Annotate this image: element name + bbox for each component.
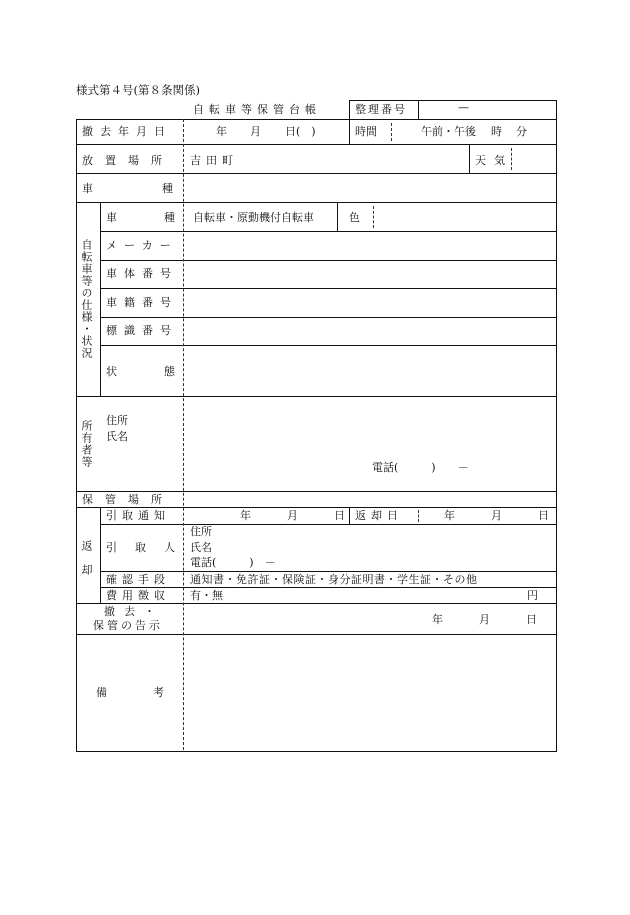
returned-day[interactable]: 日: [538, 509, 549, 522]
notice-label-line2: 保管の告示: [93, 619, 163, 632]
remarks-label: 備考: [96, 686, 210, 699]
number-label: 整理番号: [355, 103, 407, 116]
col-dash: [391, 123, 392, 141]
number-value[interactable]: —: [458, 101, 469, 114]
receiver-name-label: 氏名: [190, 541, 212, 554]
row-line: [76, 507, 556, 508]
col-line: [100, 507, 101, 603]
notice-label: 引取通知: [106, 509, 170, 522]
removal-day[interactable]: 日( ): [285, 125, 316, 138]
col-line: [349, 119, 350, 144]
color-label: 色: [349, 211, 360, 224]
number-divider: [418, 100, 419, 119]
row-line: [100, 231, 556, 232]
col-line: [337, 202, 338, 231]
registration-number-label: 車籍番号: [106, 296, 178, 309]
fee-unit: 円: [527, 589, 538, 602]
return-section-label: 返却: [80, 540, 93, 588]
row-line: [76, 603, 556, 604]
notice-year[interactable]: 年: [432, 613, 443, 626]
row-line: [100, 345, 556, 346]
col-dash: [373, 206, 374, 228]
minute[interactable]: 分: [516, 125, 527, 138]
returned-year[interactable]: 年: [444, 509, 455, 522]
condition-label: 状態: [106, 365, 222, 378]
fee-label: 費用徴収: [106, 589, 170, 602]
confirm-label: 確認手段: [106, 573, 170, 586]
row-line: [100, 571, 556, 572]
receiver-address-label: 住所: [190, 525, 212, 538]
col-line: [349, 507, 350, 524]
col-dash: [418, 510, 419, 522]
col-line: [100, 202, 101, 396]
removal-month[interactable]: 月: [250, 125, 261, 138]
time-label: 時間: [355, 125, 377, 138]
notice-month[interactable]: 月: [287, 509, 298, 522]
row-line: [76, 202, 556, 203]
body-number-label: 車体番号: [106, 267, 178, 280]
weather-label: 天気: [475, 154, 513, 167]
fee-value[interactable]: 有・無: [190, 589, 223, 602]
owner-phone[interactable]: 電話( ) －: [372, 461, 469, 474]
ampm[interactable]: 午前・午後: [421, 125, 476, 138]
spec-type-label: 車種: [106, 211, 222, 224]
receiver-phone[interactable]: 電話( ) －: [190, 556, 276, 569]
notice-day[interactable]: 日: [334, 509, 345, 522]
row-line: [76, 144, 556, 145]
row-line: [100, 288, 556, 289]
spec-type-value[interactable]: 自転車・原動機付自転車: [193, 211, 314, 224]
storage-label: 保管場所: [82, 493, 174, 506]
specs-section-label: 自転車等の仕様・状況: [80, 239, 93, 359]
notice-month[interactable]: 月: [479, 613, 490, 626]
notice-year[interactable]: 年: [240, 509, 251, 522]
row-line: [100, 317, 556, 318]
row-line: [76, 491, 556, 492]
location-value[interactable]: 吉田町: [190, 154, 238, 167]
removal-date-label: 撤去年月日: [82, 125, 172, 138]
returned-month[interactable]: 月: [491, 509, 502, 522]
row-line: [100, 587, 556, 588]
row-line: [76, 634, 556, 635]
ledger-title: 自転車等保管台帳: [193, 103, 321, 116]
location-label: 放置場所: [82, 154, 174, 167]
owner-address-label: 住所: [106, 414, 128, 427]
returned-date-label: 返却日: [355, 509, 403, 522]
hour[interactable]: 時: [491, 125, 502, 138]
col-line: [469, 144, 470, 173]
owner-section-label: 所有者等: [80, 420, 93, 468]
notice-day[interactable]: 日: [526, 613, 537, 626]
row-line: [100, 260, 556, 261]
receiver-label: 引取人: [106, 541, 193, 554]
plate-number-label: 標識番号: [106, 324, 178, 337]
row-line: [100, 524, 556, 525]
row-line: [76, 396, 556, 397]
confirm-value[interactable]: 通知書・免許証・保険証・身分証明書・学生証・その他: [190, 573, 478, 586]
maker-label: メーカー: [106, 239, 178, 252]
row-line: [76, 173, 556, 174]
owner-name-label: 氏名: [106, 430, 128, 443]
vehicle-type-label: 車種: [82, 182, 242, 195]
notice-label-line1: 撤去・: [104, 605, 164, 618]
removal-year[interactable]: 年: [216, 125, 227, 138]
form-number: 様式第４号(第８条関係): [76, 83, 200, 97]
